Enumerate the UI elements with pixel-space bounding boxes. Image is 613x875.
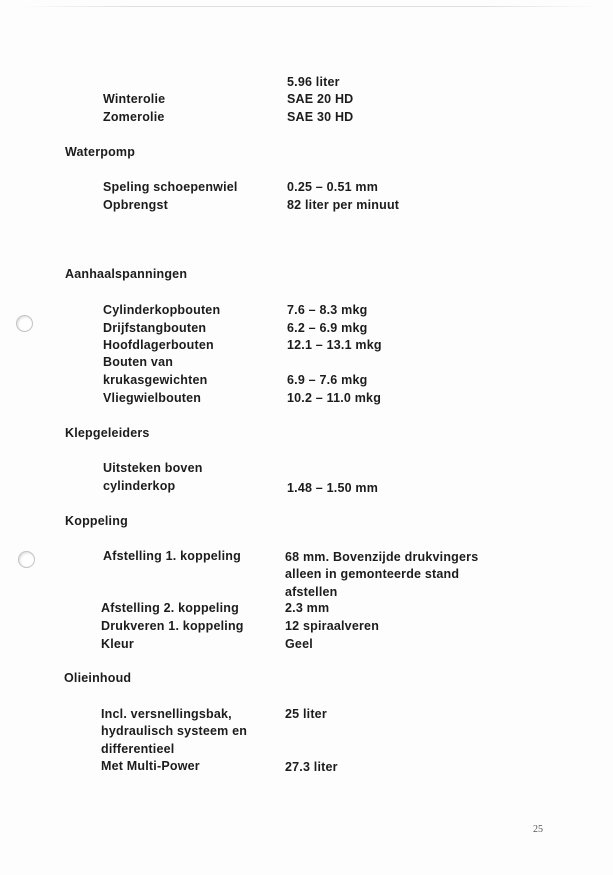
spec-value: 27.3 liter [285,760,338,774]
spec-label: Zomerolie [103,110,165,124]
spec-value: 10.2 – 11.0 mkg [287,391,382,405]
spec-value: 25 liter [285,707,327,721]
spec-value: 6.2 – 6.9 mkg [287,321,368,335]
spec-label: Drukveren 1. koppeling [101,619,244,633]
section-heading-olieinhoud: Olieinhoud [64,671,132,685]
page-number: 25 [533,824,543,835]
spec-label: Cylinderkopbouten [103,303,221,317]
spec-value: 1.48 – 1.50 mm [287,481,379,495]
section-heading-klepgeleiders: Klepgeleiders [65,426,150,440]
spec-value: alleen in gemonteerde stand [285,567,460,581]
spec-value: SAE 20 HD [287,92,354,106]
spec-label: Vliegwielbouten [103,391,202,405]
spec-label: hydraulisch systeem en [101,724,248,738]
spec-value: 2.3 mm [285,601,330,615]
spec-label: cylinderkop [103,479,176,493]
spec-label: Kleur [101,637,134,651]
spec-label: Opbrengst [103,198,168,212]
spec-label: Hoofdlagerbouten [103,338,214,352]
spec-label: Uitsteken boven [103,461,203,475]
spec-value: 82 liter per minuut [287,198,400,212]
spec-value: SAE 30 HD [287,110,354,124]
scan-edge-line [20,6,600,7]
section-heading-waterpomp: Waterpomp [65,145,136,159]
spec-label: Met Multi-Power [101,759,200,773]
spec-label: Afstelling 2. koppeling [101,601,239,615]
spec-label: Afstelling 1. koppeling [103,549,241,563]
spec-value: 7.6 – 8.3 mkg [287,303,368,317]
section-heading-koppeling: Koppeling [65,514,128,528]
spec-value: 12.1 – 13.1 mkg [287,338,382,352]
spec-label: Speling schoepenwiel [103,180,238,194]
spec-value: Geel [285,637,313,651]
punch-hole [16,315,33,332]
spec-value: 12 spiraalveren [285,619,380,633]
spec-value: 68 mm. Bovenzijde drukvingers [285,550,479,564]
spec-value: afstellen [285,585,338,599]
spec-label: Drijfstangbouten [103,321,207,335]
oil-capacity-value: 5.96 liter [287,75,340,89]
punch-hole [18,551,35,568]
spec-label: Bouten van [103,355,174,369]
spec-label: Incl. versnellingsbak, [101,707,232,721]
spec-value: 6.9 – 7.6 mkg [287,373,368,387]
section-heading-aanhaalspanningen: Aanhaalspanningen [65,267,188,281]
spec-label: krukasgewichten [103,373,208,387]
spec-label: differentieel [101,742,175,756]
spec-value: 0.25 – 0.51 mm [287,180,379,194]
spec-label: Winterolie [103,92,166,106]
